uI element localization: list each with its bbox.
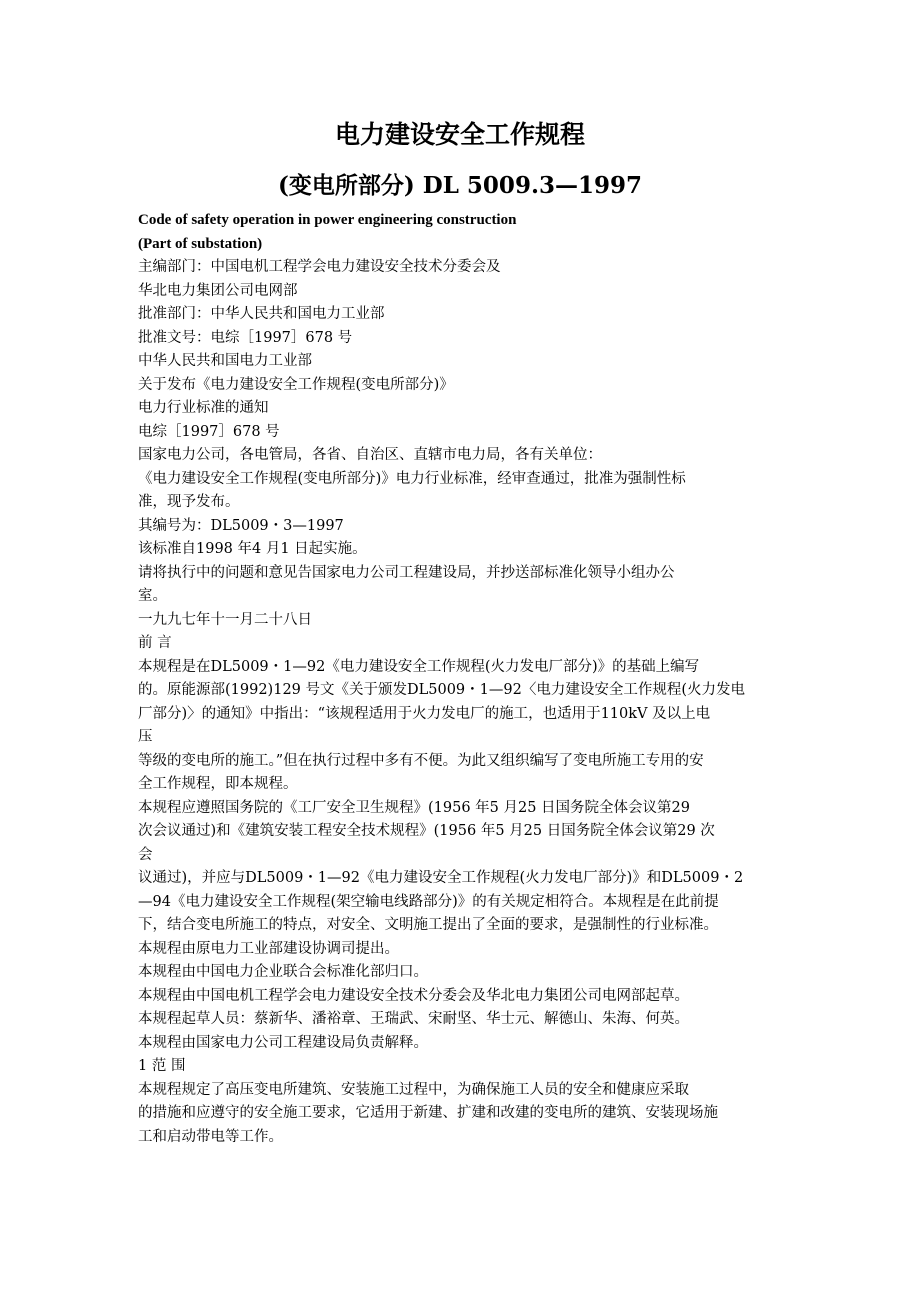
text-line: 下，结合变电所施工的特点，对安全、文明施工提出了全面的要求，是强制性的行业标准。 [138, 917, 718, 933]
document-title: 电力建设安全工作规程 [334, 120, 585, 149]
text-line: 关于发布《电力建设安全工作规程(变电所部分)》 [138, 376, 454, 393]
text-line: 厂部分)〉的通知》中指出：“该规程适用于火力发电厂的施工，也适用于110kV 及以上电 [138, 705, 711, 722]
text-line: 国家电力公司，各电管局，各省、自治区、直辖市电力局，各有关单位： [138, 447, 602, 463]
text-line: 请将执行中的问题和意见告国家电力公司工程建设局，并抄送部标准化领导小组办公 [138, 564, 675, 581]
text-line: 会 [138, 846, 153, 863]
text-line: 本规程应遵照国务院的《工厂安全卫生规程》(1956 年5 月25 日国务院全体会议第29 [138, 799, 691, 816]
text-line: 本规程由中国电机工程学会电力建设安全技术分委会及华北电力集团公司电网部起草。 [138, 987, 689, 1004]
text-line: 等级的变电所的施工。”但在执行过程中多有不便。为此又组织编写了变电所施工专用的安 [138, 752, 704, 769]
english-subtitle-line: (Part of substation) [138, 235, 263, 252]
text-line: 次会议通过)和《建筑安装工程安全技术规程》(1956 年5 月25 日国务院全体会议第29 次 [138, 823, 715, 839]
date-line: 一九九七年十一月二十八日 [138, 611, 312, 628]
text-line: 议通过)，并应与DL5009・1—92《电力建设安全工作规程(火力发电厂部分)》和DL5009・2 [138, 870, 744, 886]
document-body [138, 209, 790, 1149]
text-line: 室。 [138, 588, 167, 604]
text-line: 华北电力集团公司电网部 [138, 282, 298, 299]
text-line: 本规程由原电力工业部建设协调司提出。 [138, 940, 399, 957]
text-line: 本规程是在DL5009・1—92《电力建设安全工作规程(火力发电厂部分)》的基础上编写 [138, 658, 700, 675]
section-heading-foreword: 前 言 [138, 635, 172, 651]
text-line: 本规程由中国电力企业联合会标准化部归口。 [138, 964, 428, 980]
text-line: 全工作规程，即本规程。 [138, 776, 298, 792]
text-line: 本规程由国家电力公司工程建设局负责解释。 [138, 1034, 428, 1051]
text-line: 的措施和应遵守的安全施工要求，它适用于新建、扩建和改建的变电所的建筑、安装现场施 [138, 1105, 718, 1121]
text-line: 工和启动带电等工作。 [138, 1128, 283, 1145]
text-line: 主编部门：中国电机工程学会电力建设安全技术分委会及 [138, 259, 501, 275]
text-line: 压 [138, 729, 153, 745]
section-heading-scope: 1 范 围 [138, 1058, 186, 1074]
text-line: 批准文号：电综［1997］678 号 [138, 329, 353, 346]
text-line: 其编号为：DL5009・3—1997 [138, 517, 344, 534]
document-subtitle: (变电所部分) DL 5009.3—1997 [278, 172, 642, 199]
text-line: 中华人民共和国电力工业部 [138, 353, 312, 369]
text-line: 电力行业标准的通知 [138, 400, 269, 416]
text-line: 本规程规定了高压变电所建筑、安装施工过程中，为确保施工人员的安全和健康应采取 [138, 1081, 689, 1098]
text-line: —94《电力建设安全工作规程(架空输电线路部分)》的有关规定相符合。本规程是在此前提 [138, 893, 719, 910]
text-line: 准，现予发布。 [138, 494, 240, 510]
text-line: 《电力建设安全工作规程(变电所部分)》电力行业标准，经审查通过，批准为强制性标 [138, 470, 686, 487]
text-line: 本规程起草人员：蔡新华、潘裕章、王瑞武、宋耐坚、华士元、解德山、朱海、何英。 [138, 1011, 689, 1027]
text-line: 该标准自1998 年4 月1 日起实施。 [138, 541, 367, 557]
text-line: 电综［1997］678 号 [138, 423, 280, 440]
text-line: 批准部门：中华人民共和国电力工业部 [138, 306, 385, 322]
text-line: 的。原能源部(1992)129 号文《关于颁发DL5009・1—92〈电力建设安全工作规程(火力发电 [138, 682, 745, 698]
english-title-line: Code of safety operation in power engineering construction [138, 212, 517, 228]
